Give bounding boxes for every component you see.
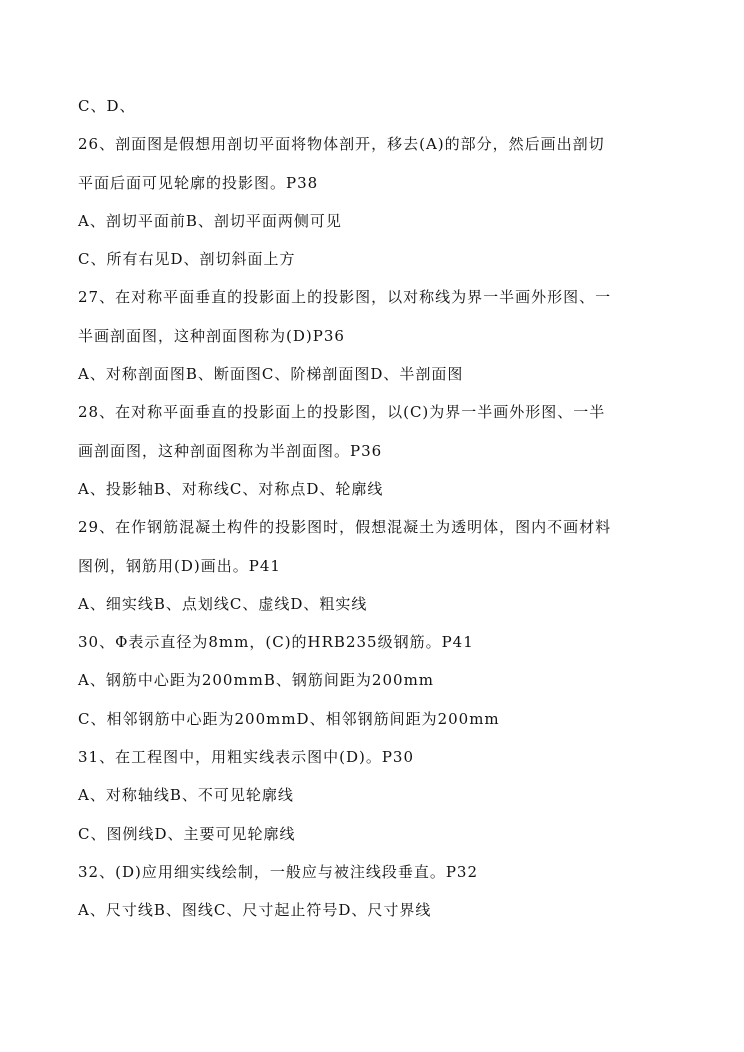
text-line: 画剖面图，这种剖面图称为半剖面图。P36 <box>78 441 383 460</box>
text-body <box>78 92 678 935</box>
text-line: A、细实线B、点划线C、虚线D、粗实线 <box>78 594 368 613</box>
text-line: 31、在工程图中，用粗实线表示图中(D)。P30 <box>78 748 414 767</box>
text-line: A、对称轴线B、不可见轮廓线 <box>78 786 294 805</box>
text-line: 30、Φ表示直径为8mm，(C)的HRB235级钢筋。P41 <box>78 633 474 652</box>
text-line: C、图例线D、主要可见轮廓线 <box>78 824 296 843</box>
text-line: C、所有右见D、剖切斜面上方 <box>78 250 296 269</box>
text-line: C、相邻钢筋中心距为200mmD、相邻钢筋间距为200mm <box>78 709 500 728</box>
text-line: C、D、 <box>78 97 136 115</box>
text-line: 图例，钢筋用(D)画出。P41 <box>78 556 281 575</box>
text-line: A、剖切平面前B、剖切平面两侧可见 <box>78 211 342 230</box>
text-line: A、尺寸线B、图线C、尺寸起止符号D、尺寸界线 <box>78 901 432 920</box>
text-line: 平面后面可见轮廓的投影图。P38 <box>78 173 319 192</box>
text-line: A、投影轴B、对称线C、对称点D、轮廓线 <box>78 479 384 498</box>
text-line: 28、在对称平面垂直的投影面上的投影图，以(C)为界一半画外形图、一半 <box>78 403 606 422</box>
text-line: 29、在作钢筋混凝土构件的投影图时，假想混凝土为透明体，图内不画材料 <box>78 518 612 537</box>
text-line: 27、在对称平面垂直的投影面上的投影图，以对称线为界一半画外形图、一 <box>78 288 612 307</box>
text-line: A、钢筋中心距为200mmB、钢筋间距为200mm <box>78 671 435 690</box>
text-line: A、对称剖面图B、断面图C、阶梯剖面图D、半剖面图 <box>78 365 464 384</box>
text-line: 32、(D)应用细实线绘制，一般应与被注线段垂直。P32 <box>78 862 478 881</box>
text-line: 26、剖面图是假想用剖切平面将物体剖开，移去(A)的部分，然后画出剖切 <box>78 135 605 154</box>
text-line: 半画剖面图，这种剖面图称为(D)P36 <box>78 326 345 345</box>
